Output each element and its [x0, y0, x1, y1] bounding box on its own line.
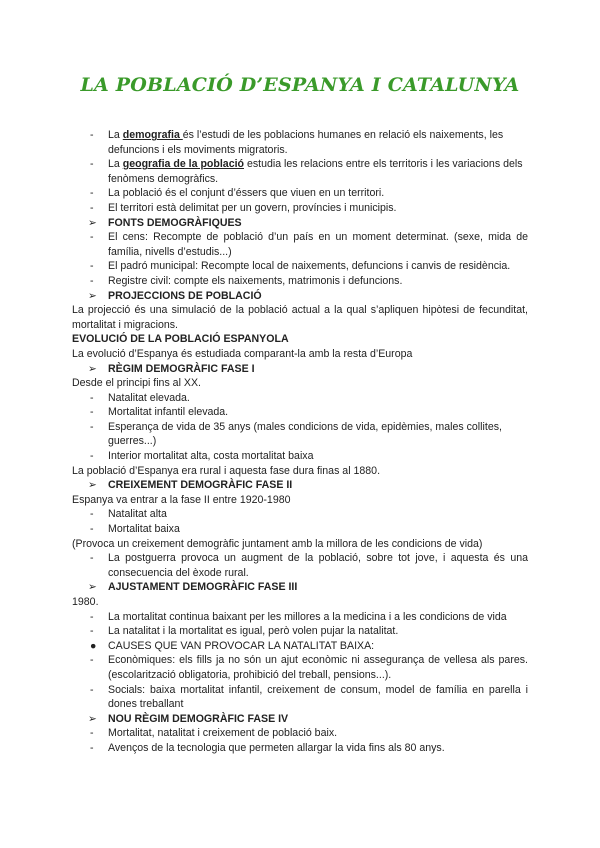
dash-bullet-icon: -	[90, 406, 94, 419]
list-item	[72, 449, 528, 464]
section-heading	[72, 478, 528, 493]
text-run: Socials: baixa mortalitat infantil, creixement de consum, model de família en parella i dones treballant	[108, 683, 528, 711]
text-run: 1980.	[72, 596, 99, 608]
list-item	[72, 741, 528, 756]
list-item	[72, 522, 528, 537]
text-run: PROJECCIONS DE POBLACIÓ	[108, 289, 262, 302]
text-run: CAUSES QUE VAN PROVOCAR LA NATALITAT BAIXA:	[108, 639, 375, 652]
list-item	[72, 639, 528, 654]
text-run: Natalitat elevada.	[108, 391, 190, 404]
text-run: (Provoca un creixement demogràfic juntament amb la millora de les condicions de vida)	[72, 537, 483, 550]
text-run: Mortalitat infantil elevada.	[108, 406, 229, 419]
list-item	[72, 405, 528, 420]
list-item	[72, 230, 528, 259]
paragraph	[72, 347, 528, 362]
text-run: NOU RÈGIM DEMOGRÀFIC FASE IV	[108, 712, 289, 725]
section-heading	[72, 362, 528, 377]
dash-bullet-icon: -	[90, 552, 94, 565]
arrow-bullet-icon: ➢	[88, 581, 97, 594]
heading	[72, 332, 528, 347]
section-heading	[72, 580, 528, 595]
text-run: FONTS DEMOGRÀFIQUES	[108, 216, 242, 229]
text-run: Econòmiques: els fills ja no són un ajut econòmic ni assegurança de vellesa als pares.(escolarització obligatoria, prohibició del treball, pensions...).	[108, 654, 528, 681]
list-item	[72, 683, 528, 712]
text-run: El padró municipal: Recompte local de naixements, defuncions i canvis de residència.	[108, 260, 511, 273]
page-title: LA POBLACIÓ D’ESPANYA I CATALUNYA	[80, 74, 520, 96]
text-run: La mortalitat continua baixant per les millores a la medicina i a les condicions de vida	[108, 610, 507, 623]
list-item	[72, 551, 528, 580]
text-run: Interior mortalitat alta, costa mortalitat baixa	[108, 450, 314, 463]
list-item	[72, 259, 528, 274]
list-item	[72, 624, 528, 639]
paragraph	[72, 464, 528, 479]
list-item	[72, 391, 528, 406]
dash-bullet-icon: -	[90, 508, 94, 521]
dash-bullet-icon: -	[90, 158, 94, 171]
text-run: Desde el principi fins al XX.	[72, 377, 201, 390]
text-run: La natalitat i la mortalitat es igual, però volen pujar la natalitat.	[108, 625, 399, 638]
document-body	[72, 128, 528, 756]
text-run: estudia les relacions entre els territoris i les variacions dels fenòmens demogràfics.	[108, 158, 523, 185]
text-run: Esperança de vida de 35 anys (males condicions de vida, epidèmies, males collites, guerres...)	[108, 420, 502, 448]
text-run: CREIXEMENT DEMOGRÀFIC FASE II	[108, 479, 293, 492]
key-term: geografia de la població	[122, 158, 244, 171]
section-heading	[72, 216, 528, 231]
arrow-bullet-icon: ➢	[88, 362, 97, 375]
list-item	[72, 420, 528, 449]
paragraph	[72, 376, 528, 391]
dash-bullet-icon: -	[90, 260, 94, 273]
text-run: Mortalitat, natalitat i creixement de població baix.	[108, 727, 338, 740]
arrow-bullet-icon: ➢	[88, 479, 97, 492]
arrow-bullet-icon: ➢	[88, 216, 97, 229]
text-run: Natalitat alta	[108, 508, 167, 521]
dash-bullet-icon: -	[90, 129, 94, 141]
paragraph	[72, 595, 528, 610]
section-heading	[72, 712, 528, 727]
dash-bullet-icon: -	[90, 683, 94, 696]
dash-bullet-icon: -	[90, 231, 94, 244]
paragraph	[72, 303, 528, 332]
text-run: Mortalitat baixa	[108, 523, 180, 536]
text-run: La evolució d’Espanya és estudiada comparant-la amb la resta d’Europa	[72, 347, 413, 360]
list-item	[72, 274, 528, 289]
dash-bullet-icon: -	[90, 654, 94, 667]
dash-bullet-icon: -	[90, 274, 94, 287]
text-run: La projecció és una simulació de la població actual a la qual s’apliquen hipòtesi de fecunditat, mortalitat i migracions.	[72, 304, 528, 331]
text-run: EVOLUCIÓ DE LA POBLACIÓ ESPANYOLA	[72, 333, 289, 346]
arrow-bullet-icon: ➢	[88, 289, 97, 302]
paragraph	[72, 493, 528, 508]
list-item	[72, 507, 528, 522]
dash-bullet-icon: -	[90, 420, 94, 433]
dash-bullet-icon: -	[90, 187, 94, 200]
dash-bullet-icon: -	[90, 610, 94, 623]
key-term: demografia	[122, 129, 183, 141]
text-run: és l’estudi de les poblacions humanes en relació els naixements, les defuncions i els moviments migratoris.	[108, 129, 504, 156]
text-run: AJUSTAMENT DEMOGRÀFIC FASE III	[108, 581, 298, 594]
text-run: Espanya va entrar a la fase II entre 1920-1980	[72, 493, 291, 506]
dash-bullet-icon: -	[90, 625, 94, 638]
list-item	[72, 653, 528, 682]
dash-bullet-icon: -	[90, 523, 94, 536]
arrow-bullet-icon: ➢	[88, 712, 97, 725]
dash-bullet-icon: -	[90, 450, 94, 463]
section-heading	[72, 289, 528, 304]
text-run: Avenços de la tecnologia que permeten allargar la vida fins als 80 anys.	[108, 741, 445, 754]
text-run: El territori està delimitat per un govern, províncies i municipis.	[108, 201, 397, 214]
paragraph	[72, 537, 528, 552]
list-item	[72, 157, 528, 186]
text-run: RÈGIM DEMOGRÀFIC FASE I	[108, 362, 255, 375]
text-run: Registre civil: compte els naixements, matrimonis i defuncions.	[108, 274, 403, 287]
dash-bullet-icon: -	[90, 727, 94, 740]
text-run: El cens: Recompte de població d’un país en un moment determinat. (sexe, mida de família, nivells d’estudis...)	[108, 231, 528, 258]
dash-bullet-icon: -	[90, 201, 94, 214]
text-run: La població és el conjunt d’éssers que viuen en un territori.	[108, 187, 385, 200]
list-item	[72, 128, 528, 157]
dash-bullet-icon: -	[90, 391, 94, 404]
dash-bullet-icon: -	[90, 741, 94, 754]
list-item	[72, 186, 528, 201]
text-run: La	[108, 158, 123, 171]
list-item	[72, 610, 528, 625]
text-run: La població d’Espanya era rural i aquesta fase dura finas al 1880.	[72, 464, 381, 477]
list-item	[72, 201, 528, 216]
text-run: La postguerra provoca un augment de la població, sobre tot jove, i aquesta és una consecuencia del èxode rural.	[108, 552, 528, 579]
text-run: La	[108, 129, 123, 141]
list-item	[72, 726, 528, 741]
dot-bullet-icon: ●	[90, 639, 97, 652]
